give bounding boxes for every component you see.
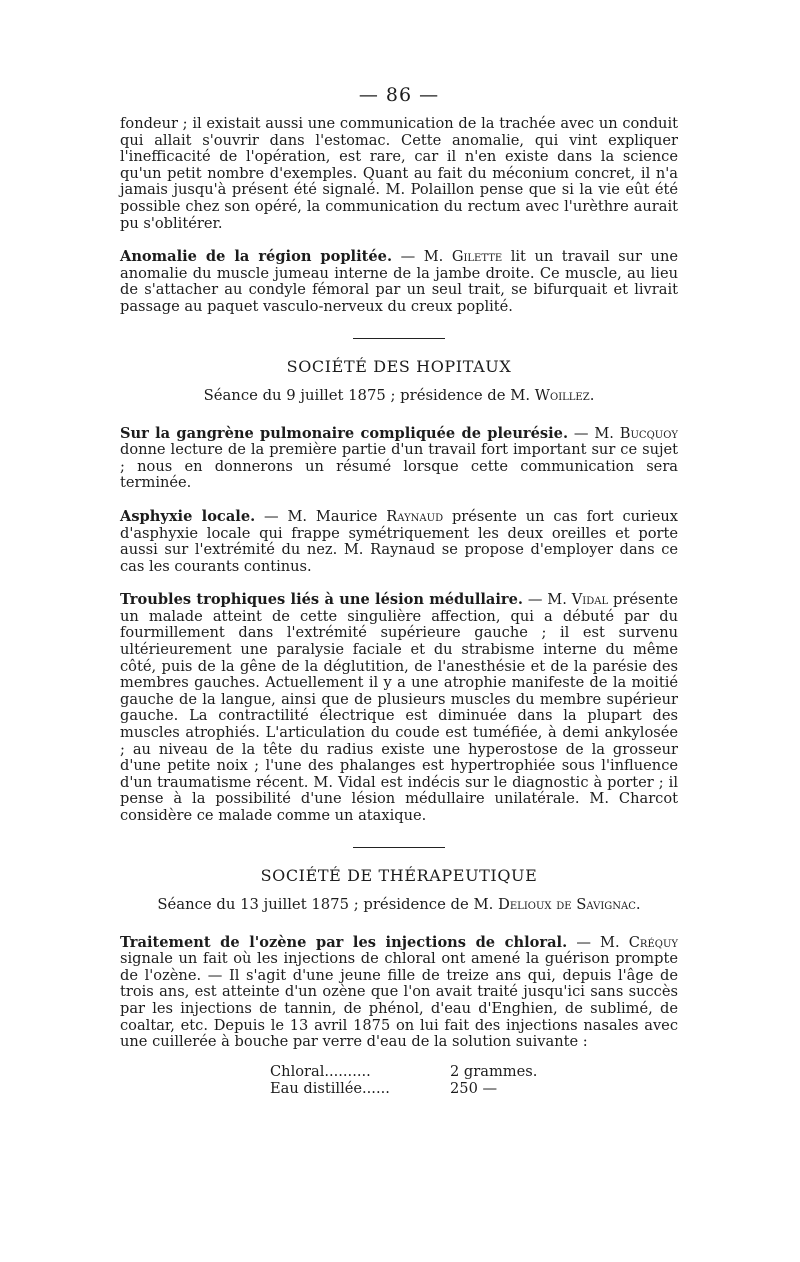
session-end: . [589, 386, 595, 404]
session-president: Delioux de Savignac [498, 895, 636, 913]
session-president: Woillez [534, 386, 590, 404]
asphyxie-lead: — M. Maurice [255, 507, 387, 525]
poplitee-heading: Anomalie de la région poplitée. [120, 248, 393, 266]
gangrene-lead: — M. [568, 424, 620, 442]
gangrene-heading: Sur la gangrène pulmonaire compliquée de pleurésie. [120, 424, 569, 442]
session-line-hopitaux [120, 387, 678, 404]
troubles-lead: — M. [522, 591, 572, 609]
poplitee-paragraph [120, 249, 678, 315]
recipe-ingredient: Chloral.......... [270, 1062, 371, 1080]
recipe-ingredient: Eau distillée...... [270, 1079, 390, 1097]
recipe-row [270, 1080, 678, 1097]
asphyxie-author: Raynaud [386, 507, 444, 525]
section-divider-2 [353, 847, 445, 848]
page-number: — 86 — [358, 84, 440, 106]
troubles-text: présente un malade atteint de cette singulière affection, qui a débuté par du fourmillement dans l'extrémité supérieure gauche ; il est survenu ultérieurement une paralysie faciale et du strabisme interne du même côté, puis de la gêne de la déglutition, de l'anesthésie et de la parésie des membres gauches. Actuellement il y a une atrophie manifeste de la moitié gauche de la langue, ainsi que de plusieurs muscles du membre supérieur gauche. La contractilité électrique est diminuée dans la plupart des muscles atrophiés. L'articulation du coude est tuméfiée, à demi ankylosée ; au niveau de la tête du radius existe une hyperostose de la grosseur d'une petite noix ; l'une des phalanges est hypertrophiée sous l'influence d'un traumatisme récent. M. Vidal est indécis sur le diagnostic à porter ; il pense à la possibilité d'une lésion médullaire unilatérale. M. Charcot considère ce malade comme un ataxique. [120, 591, 678, 824]
ozene-author: Créquy [628, 933, 678, 951]
session-end: . [635, 895, 641, 913]
asphyxie-paragraph [120, 509, 678, 575]
ozene-paragraph [120, 935, 678, 1051]
ozene-lead: — M. [567, 933, 629, 951]
section-title-therapeutique: SOCIÉTÉ DE THÉRAPEUTIQUE [260, 865, 538, 885]
troubles-heading: Troubles trophiques liés à une lésion médullaire. [120, 591, 523, 609]
poplitee-author: Gilette [451, 248, 503, 266]
ozene-heading: Traitement de l'ozène par les injections de chloral. [120, 933, 568, 951]
session-text: Séance du 9 juillet 1875 ; présidence de M. [203, 386, 535, 404]
recipe-quantity: 2 grammes. [450, 1062, 538, 1080]
recipe-quantity: 250 — [450, 1079, 498, 1097]
poplitee-lead: — M. [392, 248, 452, 266]
gangrene-author: Bucquoy [619, 424, 678, 442]
asphyxie-heading: Asphyxie locale. [120, 507, 256, 525]
recipe-formula [270, 1063, 678, 1097]
recipe-row [270, 1063, 678, 1080]
asphyxie-text: présente un cas fort curieux d'asphyxie locale qui frappe symétriquement les deux oreilles et porte aussi sur l'extrémité du nez. M. Raynaud se propose d'employer dans ce cas les courants continus. [120, 507, 678, 575]
session-text: Séance du 13 juillet 1875 ; présidence de M. [157, 895, 499, 913]
section-divider-1 [353, 338, 445, 339]
troubles-author: Vidal [571, 591, 609, 609]
intro-paragraph: fondeur ; il existait aussi une communication de la trachée avec un conduit qui allait s'ouvrir dans l'estomac. Cette anomalie, qui vint expliquer l'inefficacité de l'opération, est rare, car il n'en existe dans la science qu'un petit nombre d'exemples. Quant au fait du méconium concret, il n'a jamais jusqu'à présent été signalé. M. Polaillon pense que si la vie eût été possible chez son opéré, la communication du rectum avec l'urèthre aurait pu s'oblitérer. [120, 115, 678, 232]
ozene-text: signale un fait où les injections de chloral ont amené la guérison prompte de l'ozène. — Il s'agit d'une jeune fille de treize ans qui, depuis l'âge de trois ans, est atteinte d'un ozène que l'on avait traité jusqu'ici sans succès par les injections de tannin, de phénol, d'eau d'Enghien, de sublimé, de coaltar, etc. Depuis le 13 avril 1875 on lui fait des injections nasales avec une cuillerée à bouche par verre d'eau de la solution suivante : [120, 950, 678, 1051]
poplitee-text: lit un travail sur une anomalie du muscle jumeau interne de la jambe droite. Ce muscle, au lieu de s'attacher au condyle fémoral par un seul trait, se bifurquait et livrait passage au paquet vasculo-nerveux du creux poplité. [120, 248, 678, 315]
session-line-therapeutique [120, 896, 678, 913]
gangrene-text: donne lecture de la première partie d'un travail fort important sur ce sujet ; nous en donnerons un résumé lorsque cette communication sera terminée. [120, 441, 678, 492]
section-title-hopitaux: SOCIÉTÉ DES HOPITAUX [286, 356, 512, 376]
gangrene-paragraph [120, 426, 678, 492]
troubles-paragraph [120, 592, 678, 824]
